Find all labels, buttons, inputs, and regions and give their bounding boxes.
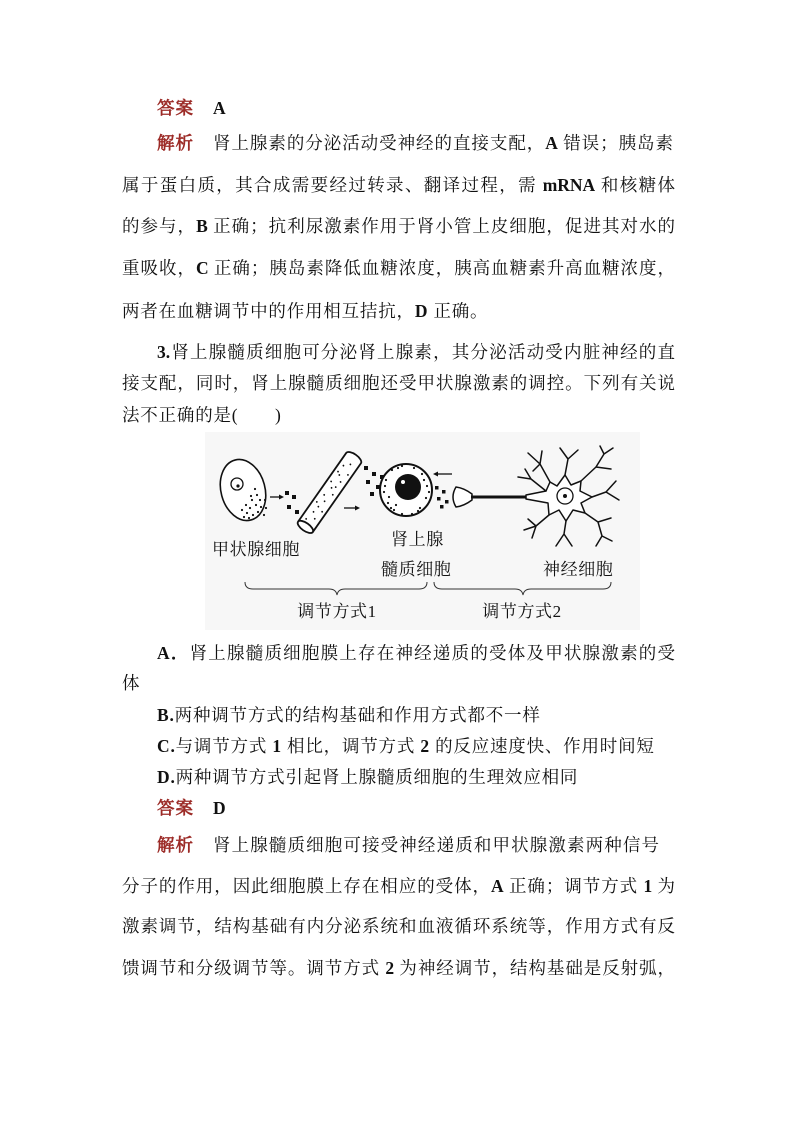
thyroid-cell-label: 甲状腺细胞 [212,540,300,559]
option-b-letter: B. [157,705,175,725]
q3-stem-line-1 [157,342,675,362]
option-c-part-2: 相比，调节方式 [281,736,421,756]
q3-l2-text: 分子的作用，因此细胞膜上存在相应的受体， [122,876,491,896]
option-b-text: 两种调节方式的结构基础和作用方式都不一样 [174,705,541,725]
q2-l4-text: 重吸收， [122,258,196,278]
option-a-text-1: 肾上腺髓质细胞膜上存在神经递质的受体及甲状腺激素的受 [189,643,676,663]
mode-1-label: 调节方式1 [297,602,377,621]
q3-analysis-label: 解析 [157,835,194,855]
neuron-label: 神经细胞 [543,560,614,579]
option-c-letter: C. [157,736,176,756]
q2-l5-letter: D [414,301,429,321]
adrenal-medulla-cell [380,464,432,516]
q3-l2-num: 1 [643,876,653,896]
q2-analysis-line-4 [122,258,675,278]
q3-l4-rest: 为神经调节，结构基础是反射弧， [394,958,675,978]
option-d-letter: D. [157,767,176,787]
option-c-part-3: 的反应速度快、作用时间短 [429,736,655,756]
adrenal-label-line-1: 肾上腺 [391,530,444,549]
q2-l4-letter: C [195,258,209,278]
q2-l2-term: mRNA [542,175,596,195]
q2-answer-value: A [213,98,227,118]
q2-l1-letter: A [545,133,558,153]
q3-l2-rest: 为 [652,876,676,896]
q2-l2-rest: 和核糖体 [595,175,676,195]
q3-answer-value: D [213,798,227,818]
option-b [157,705,541,725]
q3-l2-letter: A [491,876,504,896]
q2-l3-letter: B [196,216,208,236]
adrenal-label-line-2: 髓质细胞 [381,560,452,579]
q2-l5-text: 两者在血糖调节中的作用相互拮抗， [122,301,415,321]
q2-l4-rest: 正确；胰岛素降低血糖浓度，胰高血糖素升高血糖浓度， [208,258,676,278]
option-a-line-1 [157,643,675,663]
q2-l1-text: 肾上腺素的分泌活动受神经的直接支配， [213,133,546,153]
mode-2-label: 调节方式2 [482,602,562,621]
q3-stem-line-3: 法不正确的是( ) [122,405,282,425]
q2-analysis-line-2 [122,175,675,195]
q3-answer-label: 答案 [157,798,194,818]
q3-number: 3. [157,342,171,362]
option-c-num-2: 2 [420,736,430,756]
q3-l2-mid: 正确；调节方式 [503,876,644,896]
q2-analysis-label: 解析 [157,133,194,153]
q2-answer-label: 答案 [157,98,194,118]
q3-analysis-line-3: 激素调节，结构基础有内分泌系统和血液循环系统等，作用方式有反 [122,916,675,936]
option-d-text: 两种调节方式引起肾上腺髓质细胞的生理效应相同 [175,767,579,787]
q2-l1-rest: 错误；胰岛素 [557,133,674,153]
q3-stem-text-1: 肾上腺髓质细胞可分泌肾上腺素，其分泌活动受内脏神经的直 [170,342,675,362]
q2-l2-text: 属于蛋白质，其合成需要经过转录、翻译过程，需 [122,175,543,195]
q3-l4-num: 2 [385,958,395,978]
q2-analysis-line-1 [213,133,673,153]
q2-l5-rest: 正确。 [428,301,489,321]
option-c [157,736,655,756]
regulation-diagram [200,428,645,633]
q3-stem-line-2: 接支配，同时，肾上腺髓质细胞还受甲状腺激素的调控。下列有关说 [122,373,675,393]
q3-analysis-line-1: 肾上腺髓质细胞可接受神经递质和甲状腺激素两种信号 [213,835,659,855]
q2-l3-rest: 正确；抗利尿激素作用于肾小管上皮细胞，促进其对水的 [207,216,676,236]
q2-l3-text: 的参与， [122,216,197,236]
q2-analysis-line-5 [122,301,488,321]
option-a-line-2: 体 [122,673,141,693]
q3-analysis-line-2 [122,876,675,896]
q2-analysis-line-3 [122,216,675,236]
q3-l4-text: 馈调节和分级调节等。调节方式 [122,958,386,978]
adrenal-cell-nucleus [395,474,421,500]
option-c-part-1: 与调节方式 [175,736,273,756]
option-c-num-1: 1 [272,736,282,756]
option-d [157,767,578,787]
option-a-letter: A． [157,643,190,663]
q3-analysis-line-4 [122,958,675,978]
